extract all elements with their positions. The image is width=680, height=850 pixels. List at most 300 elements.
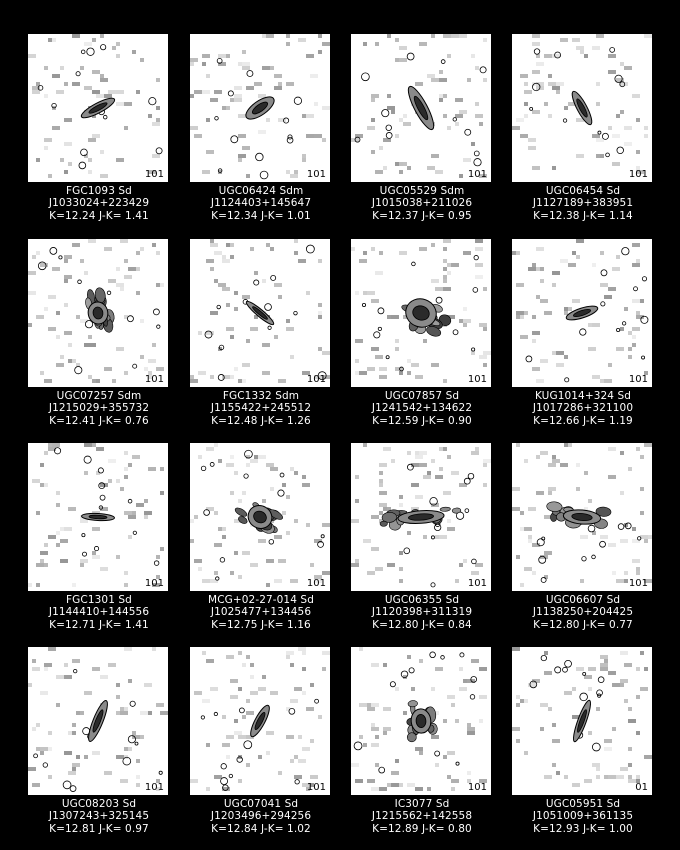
galaxy-image (351, 239, 491, 387)
noise-contour (153, 309, 159, 315)
noise-speckle (44, 663, 52, 667)
noise-speckle (632, 527, 636, 531)
noise-speckle (32, 90, 40, 94)
noise-speckle (568, 443, 572, 447)
noise-speckle (72, 583, 76, 587)
noise-speckle (262, 499, 266, 503)
noise-speckle (64, 279, 68, 283)
noise-contour (382, 110, 389, 117)
noise-speckle (222, 743, 230, 747)
noise-speckle (552, 283, 556, 287)
noise-speckle (423, 535, 427, 539)
noise-speckle (479, 323, 487, 327)
noise-speckle (104, 247, 112, 251)
noise-speckle (351, 519, 359, 523)
noise-contour (434, 524, 440, 530)
noise-speckle (576, 154, 584, 158)
noise-speckle (294, 775, 302, 779)
noise-speckle (612, 134, 620, 138)
noise-speckle (32, 659, 36, 663)
noise-speckle (274, 335, 278, 339)
noise-speckle (108, 279, 116, 283)
noise-speckle (644, 667, 648, 671)
noise-speckle (564, 355, 568, 359)
noise-speckle (28, 291, 36, 295)
noise-speckle (194, 515, 198, 519)
galaxy-caption (186, 798, 336, 835)
noise-speckle (483, 351, 491, 355)
noise-speckle (116, 90, 124, 94)
noise-contour (601, 302, 605, 306)
noise-speckle (443, 379, 447, 383)
noise-speckle (528, 507, 536, 511)
noise-speckle (540, 359, 548, 363)
noise-speckle (584, 54, 588, 58)
noise-speckle (628, 747, 632, 751)
noise-speckle (100, 74, 104, 78)
noise-speckle (246, 339, 250, 343)
noise-speckle (367, 367, 375, 371)
noise-speckle (100, 567, 108, 571)
noise-speckle (483, 459, 491, 463)
noise-speckle (439, 535, 447, 539)
noise-contour (294, 97, 301, 104)
noise-speckle (528, 683, 536, 687)
galaxy-image (28, 647, 168, 795)
noise-contour (600, 541, 606, 547)
noise-speckle (576, 463, 580, 467)
noise-speckle (600, 667, 608, 671)
noise-contour (101, 44, 106, 49)
noise-speckle (467, 731, 475, 735)
noise-contour (472, 348, 475, 351)
noise-speckle (512, 487, 520, 491)
noise-contour (453, 118, 457, 122)
noise-speckle (556, 351, 564, 355)
noise-speckle (564, 106, 568, 110)
noise-speckle (435, 763, 439, 767)
noise-speckle (572, 38, 580, 42)
noise-speckle (100, 34, 104, 38)
noise-speckle (190, 779, 198, 783)
noise-speckle (140, 58, 144, 62)
noise-speckle (198, 455, 202, 459)
noise-speckle (230, 375, 234, 379)
noise-speckle (298, 38, 306, 42)
noise-speckle (483, 363, 487, 367)
noise-speckle (451, 787, 455, 791)
noise-contour (201, 716, 204, 719)
noise-contour (588, 525, 595, 532)
noise-speckle (600, 154, 604, 158)
noise-speckle (84, 691, 92, 695)
noise-speckle (322, 651, 330, 655)
noise-speckle (60, 158, 64, 162)
noise-contour (598, 677, 604, 683)
noise-speckle (56, 703, 60, 707)
noise-speckle (552, 763, 556, 767)
noise-speckle (379, 375, 387, 379)
noise-speckle (552, 86, 560, 90)
noise-contour (79, 162, 86, 169)
galaxy-id: J1015038+211026 (371, 197, 473, 210)
noise-speckle (124, 102, 132, 106)
noise-speckle (100, 675, 108, 679)
noise-speckle (411, 687, 415, 691)
noise-speckle (56, 491, 60, 495)
noise-speckle (520, 583, 524, 587)
noise-speckle (28, 583, 32, 587)
noise-speckle (576, 46, 584, 50)
noise-speckle (278, 82, 282, 86)
noise-speckle (294, 251, 298, 255)
noise-speckle (632, 335, 636, 339)
noise-speckle (379, 483, 383, 487)
noise-speckle (266, 559, 274, 563)
galaxy-id: J1127189+383951 (532, 197, 634, 210)
noise-speckle (371, 515, 379, 519)
noise-speckle (40, 559, 44, 563)
noise-speckle (262, 279, 266, 283)
noise-speckle (371, 94, 379, 98)
noise-speckle (44, 94, 48, 98)
noise-speckle (475, 563, 483, 567)
noise-contour (435, 751, 440, 756)
noise-speckle (576, 667, 584, 671)
noise-contour (622, 322, 625, 325)
noise-contour (563, 667, 568, 672)
noise-speckle (516, 118, 524, 122)
panel-tag: 101 (144, 169, 164, 180)
noise-speckle (616, 775, 624, 779)
noise-speckle (108, 459, 116, 463)
noise-speckle (620, 651, 628, 655)
noise-speckle (266, 583, 270, 587)
noise-speckle (230, 455, 234, 459)
noise-speckle (359, 735, 363, 739)
noise-speckle (395, 339, 399, 343)
noise-speckle (399, 118, 403, 122)
noise-contour (244, 741, 252, 749)
noise-speckle (286, 531, 290, 535)
noise-speckle (540, 451, 548, 455)
noise-speckle (628, 355, 632, 359)
noise-speckle (132, 731, 136, 735)
noise-speckle (632, 559, 640, 563)
noise-speckle (616, 114, 620, 118)
noise-speckle (548, 491, 552, 495)
noise-speckle (439, 98, 443, 102)
noise-speckle (306, 54, 314, 58)
noise-speckle (355, 499, 359, 503)
noise-speckle (443, 719, 447, 723)
noise-contour (580, 329, 586, 335)
galaxy-magnitude: K=12.24 J-K= 1.41 (49, 209, 149, 222)
noise-speckle (371, 743, 379, 747)
noise-speckle (136, 775, 140, 779)
panel-tag: 101 (628, 578, 648, 589)
noise-speckle (580, 535, 588, 539)
noise-speckle (463, 251, 471, 255)
noise-speckle (28, 683, 32, 687)
noise-speckle (250, 563, 258, 567)
noise-speckle (302, 483, 310, 487)
noise-speckle (387, 783, 391, 787)
galaxy-magnitude: K=12.34 J-K= 1.01 (211, 209, 311, 222)
noise-contour (565, 660, 572, 667)
noise-speckle (238, 687, 242, 691)
noise-speckle (160, 711, 168, 715)
noise-speckle (116, 711, 120, 715)
noise-speckle (136, 759, 140, 763)
noise-speckle (379, 146, 383, 150)
noise-speckle (363, 291, 367, 295)
noise-contour (81, 50, 85, 54)
noise-speckle (532, 166, 540, 170)
noise-speckle (48, 443, 52, 447)
noise-speckle (419, 247, 427, 251)
noise-speckle (250, 247, 254, 251)
noise-speckle (379, 479, 383, 483)
noise-speckle (596, 767, 600, 771)
noise-speckle (395, 687, 399, 691)
noise-speckle (234, 98, 242, 102)
noise-speckle (198, 371, 206, 375)
noise-speckle (210, 267, 214, 271)
noise-speckle (238, 379, 242, 383)
noise-contour (82, 552, 86, 556)
noise-speckle (427, 166, 435, 170)
noise-speckle (628, 719, 636, 723)
noise-speckle (588, 687, 592, 691)
noise-speckle (294, 170, 298, 174)
noise-speckle (608, 54, 616, 58)
noise-speckle (190, 62, 194, 66)
noise-speckle (475, 114, 483, 118)
noise-speckle (636, 667, 640, 671)
noise-speckle (84, 443, 92, 447)
noise-speckle (407, 371, 411, 375)
noise-contour (107, 291, 111, 295)
galaxy-caption (347, 594, 497, 631)
noise-speckle (367, 126, 375, 130)
noise-speckle (258, 687, 266, 691)
noise-speckle (48, 327, 56, 331)
galaxy-magnitude: K=12.59 J-K= 0.90 (372, 414, 472, 427)
noise-speckle (92, 443, 96, 447)
noise-speckle (266, 243, 270, 247)
noise-speckle (32, 255, 36, 259)
noise-speckle (64, 751, 72, 755)
noise-speckle (210, 98, 218, 102)
noise-speckle (423, 475, 431, 479)
noise-speckle (108, 90, 116, 94)
noise-speckle (322, 42, 330, 46)
noise-speckle (560, 259, 568, 263)
noise-speckle (556, 82, 564, 86)
noise-speckle (290, 467, 294, 471)
noise-speckle (40, 483, 44, 487)
galaxy-magnitude: K=12.71 J-K= 1.41 (49, 618, 149, 631)
noise-speckle (120, 239, 128, 243)
noise-speckle (36, 158, 40, 162)
noise-speckle (483, 287, 487, 291)
noise-speckle (92, 667, 100, 671)
noise-speckle (524, 459, 528, 463)
galaxy-magnitude: K=12.80 J-K= 0.77 (533, 618, 633, 631)
noise-speckle (620, 451, 624, 455)
noise-speckle (96, 447, 104, 451)
noise-speckle (202, 699, 210, 703)
noise-speckle (242, 363, 250, 367)
noise-speckle (92, 90, 100, 94)
noise-speckle (116, 283, 124, 287)
noise-speckle (600, 379, 604, 383)
panel-tag: 101 (467, 578, 487, 589)
noise-speckle (375, 735, 379, 739)
noise-speckle (218, 527, 222, 531)
noise-speckle (156, 78, 160, 82)
noise-speckle (136, 267, 140, 271)
noise-speckle (363, 539, 371, 543)
noise-contour (280, 473, 284, 477)
noise-speckle (439, 467, 443, 471)
noise-contour (456, 762, 459, 765)
noise-speckle (520, 134, 528, 138)
noise-speckle (644, 134, 648, 138)
noise-speckle (72, 82, 80, 86)
galaxy-caption (347, 185, 497, 222)
noise-speckle (552, 723, 556, 727)
noise-speckle (640, 687, 648, 691)
noise-speckle (238, 154, 246, 158)
noise-speckle (451, 34, 459, 38)
galaxy-id: J1138250+204425 (532, 606, 634, 619)
noise-speckle (230, 335, 234, 339)
noise-speckle (620, 491, 624, 495)
noise-speckle (40, 263, 48, 267)
noise-speckle (124, 451, 128, 455)
galaxy-id: J1120398+311319 (371, 606, 473, 619)
noise-speckle (214, 775, 222, 779)
noise-speckle (310, 683, 314, 687)
noise-speckle (447, 519, 451, 523)
noise-speckle (156, 106, 160, 110)
noise-speckle (387, 106, 395, 110)
noise-speckle (624, 66, 632, 70)
noise-speckle (132, 455, 140, 459)
noise-speckle (286, 42, 290, 46)
noise-speckle (407, 359, 411, 363)
galaxy-name: UGC07041 Sd (223, 798, 299, 810)
noise-speckle (451, 471, 459, 475)
noise-speckle (596, 102, 600, 106)
noise-speckle (399, 58, 407, 62)
noise-speckle (540, 727, 544, 731)
noise-speckle (439, 78, 447, 82)
noise-speckle (318, 347, 322, 351)
noise-speckle (290, 579, 298, 583)
noise-speckle (314, 102, 318, 106)
noise-speckle (140, 711, 148, 715)
noise-speckle (92, 555, 100, 559)
noise-speckle (294, 239, 298, 243)
noise-speckle (226, 243, 230, 247)
galaxy-name: UGC06454 Sd (545, 185, 621, 197)
noise-speckle (310, 739, 314, 743)
noise-speckle (536, 247, 544, 251)
noise-contour (641, 316, 648, 323)
noise-speckle (40, 551, 48, 555)
noise-contour (453, 330, 458, 335)
galaxy-id: J1017286+321100 (532, 402, 634, 415)
noise-speckle (608, 126, 612, 130)
noise-speckle (80, 711, 84, 715)
noise-speckle (76, 711, 80, 715)
noise-speckle (262, 675, 266, 679)
noise-speckle (64, 82, 68, 86)
noise-speckle (124, 511, 132, 515)
noise-speckle (310, 563, 314, 567)
galaxy-image (512, 239, 652, 387)
noise-speckle (516, 283, 524, 287)
galaxy-id: J1241542+134622 (371, 402, 473, 415)
noise-speckle (399, 567, 403, 571)
noise-speckle (584, 779, 592, 783)
noise-speckle (48, 535, 56, 539)
galaxy-name: UGC06355 Sd (384, 594, 460, 606)
noise-speckle (524, 90, 532, 94)
noise-speckle (84, 343, 92, 347)
noise-speckle (532, 110, 540, 114)
noise-speckle (40, 371, 44, 375)
noise-speckle (108, 663, 116, 667)
noise-speckle (620, 679, 628, 683)
noise-speckle (64, 303, 68, 307)
noise-speckle (536, 62, 544, 66)
noise-speckle (234, 86, 242, 90)
noise-speckle (447, 271, 451, 275)
noise-speckle (580, 579, 584, 583)
noise-speckle (246, 455, 250, 459)
panel-tag: 101 (306, 578, 326, 589)
noise-speckle (620, 327, 624, 331)
noise-speckle (576, 487, 580, 491)
noise-speckle (640, 511, 644, 515)
noise-contour (526, 356, 532, 362)
noise-speckle (246, 463, 250, 467)
noise-speckle (387, 94, 391, 98)
noise-speckle (407, 783, 415, 787)
noise-speckle (540, 299, 548, 303)
noise-speckle (116, 695, 120, 699)
noise-speckle (463, 319, 471, 323)
noise-speckle (214, 251, 222, 255)
noise-speckle (431, 154, 439, 158)
noise-speckle (116, 267, 120, 271)
noise-speckle (355, 779, 363, 783)
noise-speckle (644, 34, 652, 38)
noise-speckle (532, 70, 540, 74)
noise-speckle (104, 771, 112, 775)
noise-speckle (266, 463, 274, 467)
noise-speckle (234, 719, 238, 723)
noise-speckle (463, 559, 467, 563)
noise-speckle (407, 531, 411, 535)
noise-speckle (68, 343, 72, 347)
noise-contour (268, 326, 271, 329)
noise-speckle (516, 251, 520, 255)
